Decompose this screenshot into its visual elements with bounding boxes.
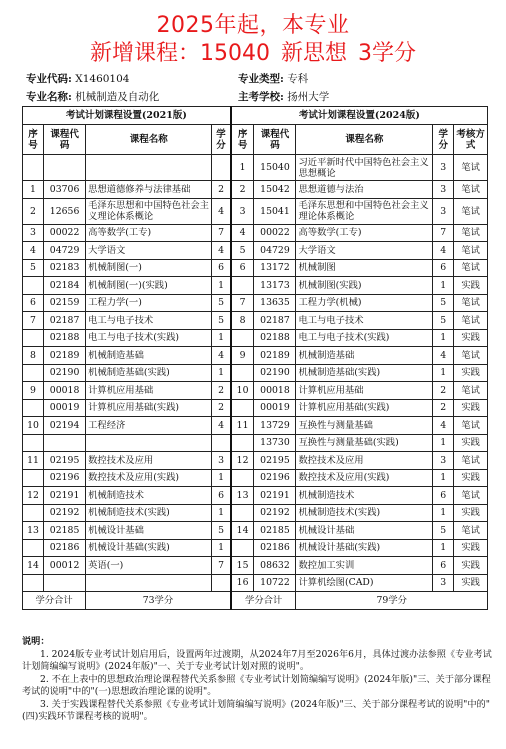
left-credit: 4 xyxy=(212,417,231,435)
right-seq: 15 xyxy=(231,557,254,575)
table-row xyxy=(23,242,488,260)
right-exam-type: 实践 xyxy=(454,469,488,487)
left-code: 02184 xyxy=(44,277,86,295)
left-code: 02195 xyxy=(44,452,86,470)
left-credit: 1 xyxy=(212,469,231,487)
right-credit: 6 xyxy=(433,259,454,277)
left-seq: 12 xyxy=(23,487,44,505)
right-seq: 9 xyxy=(231,347,254,365)
left-course-name: 机械制图(一) xyxy=(86,259,212,277)
left-course-name: 数控技术及应用(实践) xyxy=(86,469,212,487)
table-row xyxy=(23,504,488,522)
table-row xyxy=(23,469,488,487)
table-row xyxy=(23,181,488,199)
right-course-name: 毛泽东思想和中国特色社会主义理论体系概论 xyxy=(296,198,433,224)
right-credit: 1 xyxy=(433,469,454,487)
right-exam-type: 实践 xyxy=(454,434,488,452)
right-credit: 3 xyxy=(433,574,454,592)
right-seq: 4 xyxy=(231,224,254,242)
right-course-name: 机械制造技术 xyxy=(296,487,433,505)
note-1: 1. 2024版专业考试计划启用后，设置两年过渡期，从2024年7月至2026年6月，具体过渡办法参照《专业考试计划简编编写说明》(2024年版)"一、关于专业考试计划对照的说明"。 xyxy=(22,648,492,672)
right-course-name: 数控技术及应用 xyxy=(296,452,433,470)
right-seq xyxy=(231,434,254,452)
right-seq xyxy=(231,277,254,295)
left-seq: 3 xyxy=(23,224,44,242)
left-credit: 3 xyxy=(212,452,231,470)
right-credit: 7 xyxy=(433,224,454,242)
exam-school: 主考学校: 扬州大学 xyxy=(238,91,330,103)
right-credit: 4 xyxy=(433,242,454,260)
left-code xyxy=(44,434,86,452)
col-code: 课程代码 xyxy=(254,125,296,155)
right-exam-type: 笔试 xyxy=(454,181,488,199)
left-credit: 5 xyxy=(212,294,231,312)
right-credit: 1 xyxy=(433,364,454,382)
left-credit: 1 xyxy=(212,277,231,295)
right-exam-type: 笔试 xyxy=(454,198,488,224)
right-code: 02188 xyxy=(254,329,296,347)
right-credit: 1 xyxy=(433,539,454,557)
notes-heading: 说明： xyxy=(22,636,50,647)
right-code: 02189 xyxy=(254,347,296,365)
right-credit: 1 xyxy=(433,277,454,295)
left-code: 12656 xyxy=(44,198,86,224)
left-seq xyxy=(23,504,44,522)
right-credit: 2 xyxy=(433,399,454,417)
left-code: 03706 xyxy=(44,181,86,199)
right-exam-type: 实践 xyxy=(454,277,488,295)
left-total-value: 73学分 xyxy=(86,592,231,610)
right-exam-type: 笔试 xyxy=(454,294,488,312)
notes xyxy=(22,636,492,724)
right-exam-type: 笔试 xyxy=(454,242,488,260)
left-credit xyxy=(212,434,231,452)
right-exam-type: 笔试 xyxy=(454,259,488,277)
right-code: 13729 xyxy=(254,417,296,435)
right-seq xyxy=(231,469,254,487)
left-code xyxy=(44,155,86,181)
left-course-name: 机械制造技术 xyxy=(86,487,212,505)
left-course-name xyxy=(86,434,212,452)
right-code: 02191 xyxy=(254,487,296,505)
right-course-name: 数控技术及应用(实践) xyxy=(296,469,433,487)
right-credit: 6 xyxy=(433,487,454,505)
right-exam-type: 笔试 xyxy=(454,224,488,242)
right-course-name: 机械制图 xyxy=(296,259,433,277)
right-course-name: 机械制造基础 xyxy=(296,347,433,365)
right-seq xyxy=(231,364,254,382)
right-course-name: 大学语文 xyxy=(296,242,433,260)
right-code: 02185 xyxy=(254,522,296,540)
right-code: 10722 xyxy=(254,574,296,592)
right-course-name: 互换性与测量基础 xyxy=(296,417,433,435)
right-exam-type: 笔试 xyxy=(454,347,488,365)
left-course-name: 高等数学(工专) xyxy=(86,224,212,242)
major-name: 专业名称: 机械制造及自动化 xyxy=(26,91,160,103)
right-course-name: 数控加工实训 xyxy=(296,557,433,575)
col-seq: 序号 xyxy=(231,125,254,155)
left-code: 02187 xyxy=(44,312,86,330)
right-credit: 4 xyxy=(433,417,454,435)
left-code: 02186 xyxy=(44,539,86,557)
right-seq: 1 xyxy=(231,155,254,181)
left-course-name: 毛泽东思想和中国特色社会主义理论体系概论 xyxy=(86,198,212,224)
left-course-name: 机械制造技术(实践) xyxy=(86,504,212,522)
left-course-name: 思想道德修养与法律基础 xyxy=(86,181,212,199)
left-course-name: 机械制图(一)(实践) xyxy=(86,277,212,295)
table-row xyxy=(23,224,488,242)
table-row xyxy=(23,155,488,181)
right-code: 02187 xyxy=(254,312,296,330)
left-course-name: 电工与电子技术 xyxy=(86,312,212,330)
left-seq: 7 xyxy=(23,312,44,330)
right-course-name: 高等数学(工专) xyxy=(296,224,433,242)
table-row xyxy=(23,487,488,505)
right-credit: 6 xyxy=(433,557,454,575)
left-course-name: 机械制造基础 xyxy=(86,347,212,365)
right-seq: 5 xyxy=(231,242,254,260)
left-course-name: 工程力学(一) xyxy=(86,294,212,312)
left-seq xyxy=(23,364,44,382)
right-code: 13730 xyxy=(254,434,296,452)
table-row xyxy=(23,312,488,330)
right-seq xyxy=(231,504,254,522)
left-credit: 2 xyxy=(212,181,231,199)
table-row xyxy=(23,329,488,347)
table-row xyxy=(23,347,488,365)
right-code: 02192 xyxy=(254,504,296,522)
left-credit: 5 xyxy=(212,312,231,330)
left-seq xyxy=(23,277,44,295)
col-credit: 学分 xyxy=(212,125,231,155)
left-credit: 6 xyxy=(212,259,231,277)
col-credit: 学分 xyxy=(433,125,454,155)
table-row xyxy=(23,417,488,435)
right-exam-type: 实践 xyxy=(454,399,488,417)
right-seq xyxy=(231,329,254,347)
right-course-name: 机械制造基础(实践) xyxy=(296,364,433,382)
right-seq: 13 xyxy=(231,487,254,505)
right-course-name: 机械设计基础 xyxy=(296,522,433,540)
left-seq xyxy=(23,574,44,592)
right-seq: 2 xyxy=(231,181,254,199)
right-code: 00022 xyxy=(254,224,296,242)
left-seq: 4 xyxy=(23,242,44,260)
left-plan-title: 考试计划课程设置(2021版) xyxy=(23,107,231,125)
left-credit: 1 xyxy=(212,364,231,382)
left-seq: 9 xyxy=(23,382,44,400)
table-row xyxy=(23,277,488,295)
left-credit xyxy=(212,574,231,592)
left-code: 02159 xyxy=(44,294,86,312)
right-total-value: 79学分 xyxy=(296,592,488,610)
right-code: 04729 xyxy=(254,242,296,260)
table-row xyxy=(23,399,488,417)
left-seq xyxy=(23,155,44,181)
table-row xyxy=(23,294,488,312)
left-seq: 14 xyxy=(23,557,44,575)
course-rows xyxy=(23,155,488,592)
right-exam-type: 笔试 xyxy=(454,452,488,470)
left-code: 02196 xyxy=(44,469,86,487)
note-3: 3. 关于实践课程替代关系参照《专业考试计划简编编写说明》(2024年版)"三、关于部分课程考试的说明"中的"(四)实践环节课程考核的说明"。 xyxy=(22,698,490,722)
table-row xyxy=(23,259,488,277)
left-code: 04729 xyxy=(44,242,86,260)
left-credit: 4 xyxy=(212,198,231,224)
right-course-name: 工程力学(机械) xyxy=(296,294,433,312)
col-name: 课程名称 xyxy=(296,125,433,155)
left-course-name: 英语(一) xyxy=(86,557,212,575)
left-course-name xyxy=(86,574,212,592)
left-credit xyxy=(212,155,231,181)
right-seq: 12 xyxy=(231,452,254,470)
left-seq: 6 xyxy=(23,294,44,312)
left-seq: 11 xyxy=(23,452,44,470)
table-row xyxy=(23,557,488,575)
left-code: 02183 xyxy=(44,259,86,277)
left-code: 02185 xyxy=(44,522,86,540)
left-course-name: 计算机应用基础 xyxy=(86,382,212,400)
right-code: 02190 xyxy=(254,364,296,382)
right-credit: 2 xyxy=(433,382,454,400)
left-credit: 6 xyxy=(212,487,231,505)
right-seq: 3 xyxy=(231,198,254,224)
left-course-name: 数控技术及应用 xyxy=(86,452,212,470)
left-course-name xyxy=(86,155,212,181)
left-credit: 5 xyxy=(212,522,231,540)
table-row xyxy=(23,452,488,470)
left-course-name: 工程经济 xyxy=(86,417,212,435)
right-exam-type: 笔试 xyxy=(454,382,488,400)
right-course-name: 机械制造技术(实践) xyxy=(296,504,433,522)
left-credit: 1 xyxy=(212,539,231,557)
right-exam-type: 笔试 xyxy=(454,522,488,540)
left-seq xyxy=(23,434,44,452)
right-seq xyxy=(231,399,254,417)
left-code: 02188 xyxy=(44,329,86,347)
right-exam-type: 实践 xyxy=(454,329,488,347)
right-credit: 1 xyxy=(433,434,454,452)
right-code: 15042 xyxy=(254,181,296,199)
right-course-name: 计算机应用基础(实践) xyxy=(296,399,433,417)
right-exam-type: 实践 xyxy=(454,557,488,575)
left-code: 00018 xyxy=(44,382,86,400)
right-credit: 3 xyxy=(433,198,454,224)
col-seq: 序号 xyxy=(23,125,44,155)
right-exam-type: 笔试 xyxy=(454,155,488,181)
left-course-name: 计算机应用基础(实践) xyxy=(86,399,212,417)
right-course-name: 电工与电子技术 xyxy=(296,312,433,330)
right-exam-type: 笔试 xyxy=(454,487,488,505)
note-2: 2. 不在上表中的思想政治理论课程替代关系参照《专业考试计划简编编写说明》(2024年版)"三、关于部分课程考试的说明"中的"(一)思想政治理论课的说明"。 xyxy=(22,673,491,697)
right-code: 15041 xyxy=(254,198,296,224)
left-code: 02191 xyxy=(44,487,86,505)
right-code: 13172 xyxy=(254,259,296,277)
table-row xyxy=(23,198,488,224)
left-code: 02194 xyxy=(44,417,86,435)
left-seq: 1 xyxy=(23,181,44,199)
right-credit: 3 xyxy=(433,452,454,470)
right-credit: 1 xyxy=(433,504,454,522)
table-row xyxy=(23,434,488,452)
left-course-name: 机械设计基础(实践) xyxy=(86,539,212,557)
right-seq: 10 xyxy=(231,382,254,400)
left-code: 02190 xyxy=(44,364,86,382)
left-code: 00022 xyxy=(44,224,86,242)
right-credit: 1 xyxy=(433,329,454,347)
left-seq: 5 xyxy=(23,259,44,277)
right-code: 00018 xyxy=(254,382,296,400)
left-credit: 2 xyxy=(212,399,231,417)
right-credit: 5 xyxy=(433,312,454,330)
right-exam-type: 实践 xyxy=(454,504,488,522)
right-credit: 3 xyxy=(433,155,454,181)
col-code: 课程代码 xyxy=(44,125,86,155)
left-code: 00012 xyxy=(44,557,86,575)
right-credit: 5 xyxy=(433,522,454,540)
right-exam-type: 实践 xyxy=(454,364,488,382)
major-level: 专业类型: 专科 xyxy=(238,73,309,85)
right-total-label: 学分合计 xyxy=(231,592,296,610)
left-course-name: 机械制造基础(实践) xyxy=(86,364,212,382)
table-row xyxy=(23,522,488,540)
left-course-name: 机械设计基础 xyxy=(86,522,212,540)
left-course-name: 电工与电子技术(实践) xyxy=(86,329,212,347)
right-credit: 5 xyxy=(433,294,454,312)
right-seq xyxy=(231,539,254,557)
right-course-name: 计算机绘图(CAD) xyxy=(296,574,433,592)
right-code: 08632 xyxy=(254,557,296,575)
right-seq: 11 xyxy=(231,417,254,435)
right-seq: 16 xyxy=(231,574,254,592)
left-seq: 8 xyxy=(23,347,44,365)
left-seq xyxy=(23,539,44,557)
left-code: 02189 xyxy=(44,347,86,365)
left-code: 00019 xyxy=(44,399,86,417)
right-course-name: 计算机应用基础 xyxy=(296,382,433,400)
banner-line-1: 2025年起，本专业 xyxy=(156,13,350,38)
left-credit: 7 xyxy=(212,557,231,575)
table-row xyxy=(23,539,488,557)
major-code: 专业代码: X1460104 xyxy=(26,73,130,85)
right-credit: 3 xyxy=(433,181,454,199)
col-exam-type: 考核方式 xyxy=(454,125,488,155)
left-seq: 10 xyxy=(23,417,44,435)
left-credit: 1 xyxy=(212,329,231,347)
left-course-name: 大学语文 xyxy=(86,242,212,260)
banner-line-2: 新增课程：15040 新思想 3学分 xyxy=(90,41,416,66)
right-seq: 7 xyxy=(231,294,254,312)
col-name: 课程名称 xyxy=(86,125,212,155)
left-credit: 2 xyxy=(212,382,231,400)
right-code: 02195 xyxy=(254,452,296,470)
left-credit: 4 xyxy=(212,347,231,365)
right-exam-type: 实践 xyxy=(454,539,488,557)
table-row xyxy=(23,574,488,592)
right-code: 13173 xyxy=(254,277,296,295)
right-course-name: 习近平新时代中国特色社会主义思想概论 xyxy=(296,155,433,181)
table-row xyxy=(23,382,488,400)
left-seq xyxy=(23,399,44,417)
left-code xyxy=(44,574,86,592)
right-exam-type: 笔试 xyxy=(454,312,488,330)
left-credit: 4 xyxy=(212,242,231,260)
right-code: 02196 xyxy=(254,469,296,487)
right-code: 15040 xyxy=(254,155,296,181)
left-total-label: 学分合计 xyxy=(23,592,86,610)
right-seq: 14 xyxy=(231,522,254,540)
right-plan-title: 考试计划课程设置(2024版) xyxy=(231,107,488,125)
course-plan-table xyxy=(22,106,488,610)
right-course-name: 思想道德与法治 xyxy=(296,181,433,199)
right-course-name: 互换性与测量基础(实践) xyxy=(296,434,433,452)
left-seq: 13 xyxy=(23,522,44,540)
left-seq xyxy=(23,329,44,347)
right-credit: 4 xyxy=(433,347,454,365)
table-row xyxy=(23,364,488,382)
right-exam-type: 实践 xyxy=(454,574,488,592)
left-credit: 1 xyxy=(212,504,231,522)
right-course-name: 机械设计基础(实践) xyxy=(296,539,433,557)
right-exam-type: 笔试 xyxy=(454,417,488,435)
right-code: 00019 xyxy=(254,399,296,417)
right-seq: 6 xyxy=(231,259,254,277)
right-seq: 8 xyxy=(231,312,254,330)
left-seq: 2 xyxy=(23,198,44,224)
left-seq xyxy=(23,469,44,487)
right-course-name: 电工与电子技术(实践) xyxy=(296,329,433,347)
right-course-name: 机械制图(实践) xyxy=(296,277,433,295)
right-code: 02186 xyxy=(254,539,296,557)
left-credit: 7 xyxy=(212,224,231,242)
left-code: 02192 xyxy=(44,504,86,522)
right-code: 13635 xyxy=(254,294,296,312)
